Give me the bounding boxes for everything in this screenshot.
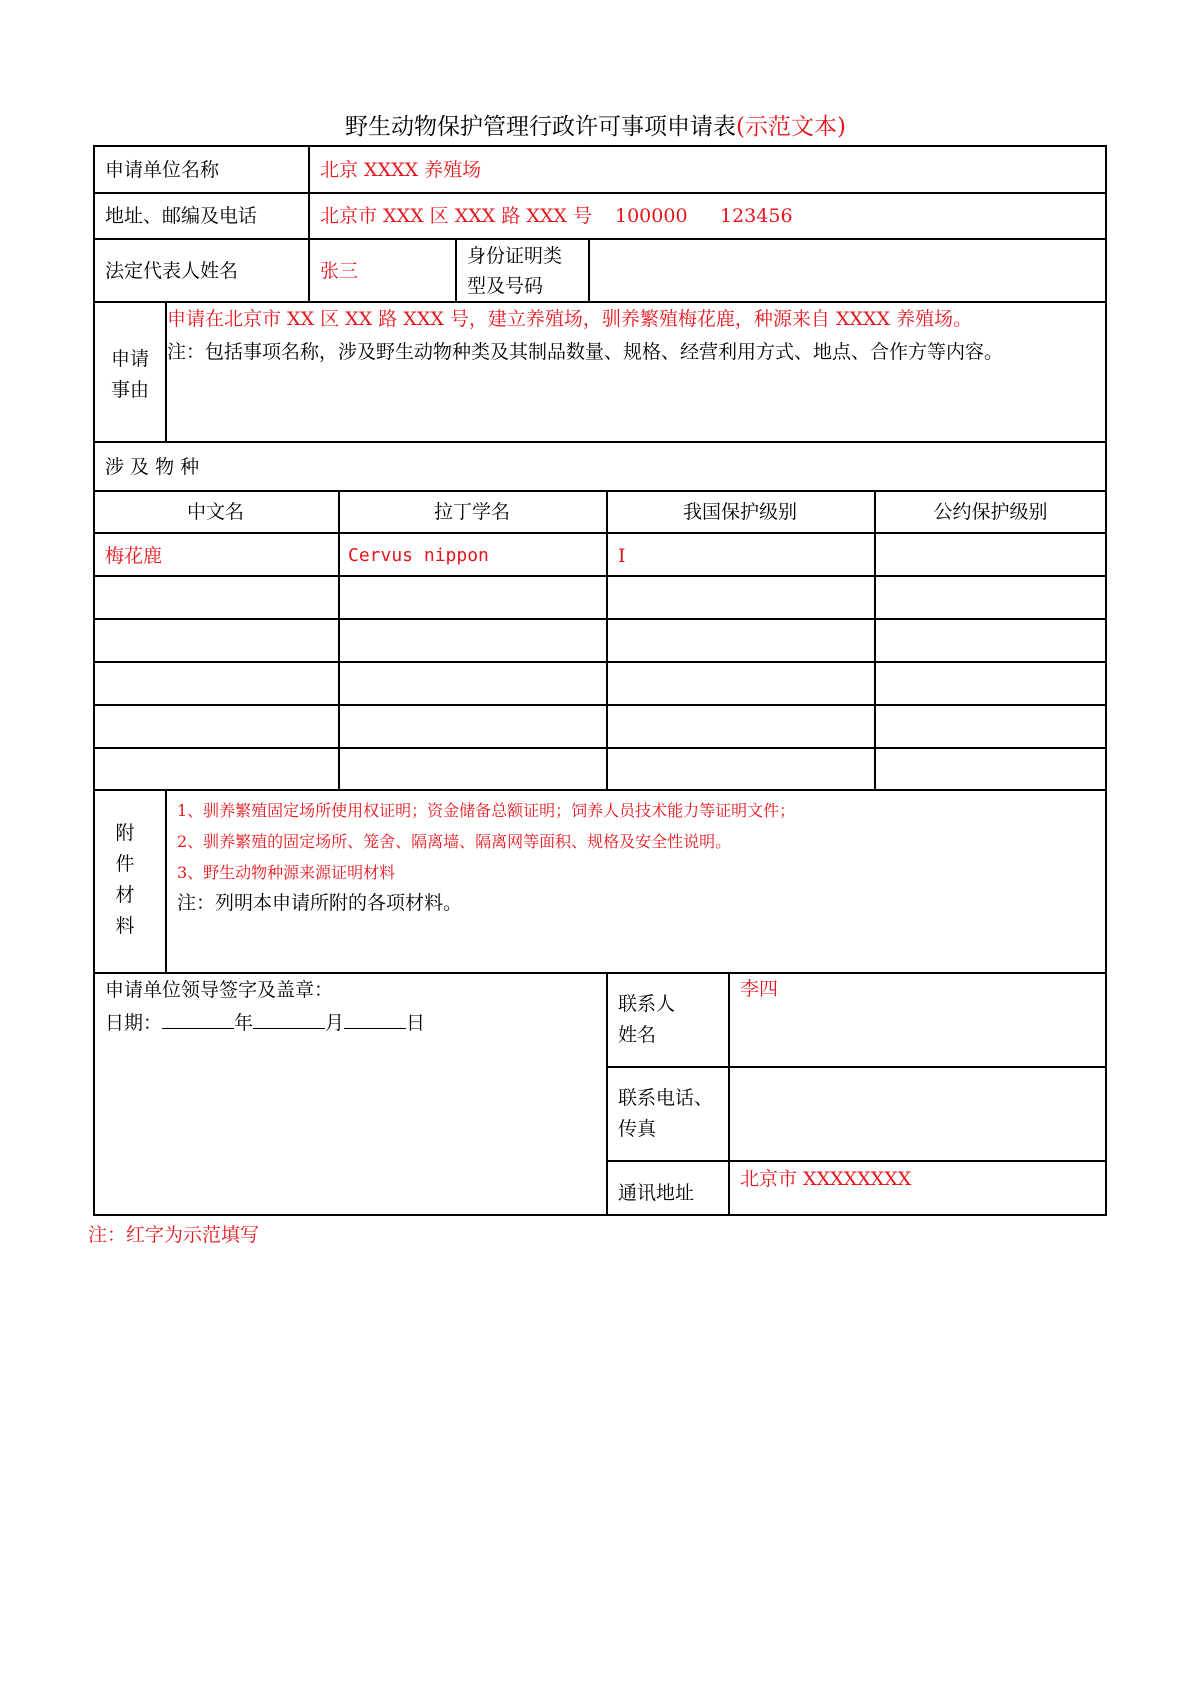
legal-rep-value: 张三 [320,260,359,282]
applicant-value: 北京 XXXX 养殖场 [320,159,482,181]
col-divider [874,490,876,789]
attachment-item-1: 1、驯养繁殖固定场所使用权证明；资金储备总额证明；饲养人员技术能力等证明文件； [177,801,796,820]
month-label: 月 [325,1012,345,1034]
row-divider [606,1160,1107,1162]
row-divider [93,618,1107,620]
attachments-label: 附件材料 [115,822,135,937]
contact-name-label-line1: 联系人 [618,993,676,1015]
contact-phone-label-line2: 传真 [618,1118,657,1140]
species-header-latin-name: 拉丁学名 [433,501,510,523]
species-cell-chinese-name[interactable]: 梅花鹿 [105,545,163,567]
day-label: 日 [406,1012,426,1034]
col-divider [455,238,457,301]
legal-rep-label: 法定代表人姓名 [105,260,239,282]
attachment-item-2: 2、驯养繁殖的固定场所、笼舍、隔离墙、隔离网等面积、规格及安全性说明。 [177,832,732,851]
col-divider [308,145,310,301]
footer-note: 注：红字为示范填写 [88,1224,260,1246]
year-field[interactable] [162,1008,234,1029]
contact-name-value[interactable]: 李四 [740,978,779,1000]
reason-sample: 申请在北京市 XX 区 XX 路 XXX 号，建立养殖场，驯养繁殖梅花鹿，种源来自 XXXX 养殖场。 [167,308,973,330]
phone-value: 123456 [720,205,793,227]
species-header-national-level: 我国保护级别 [682,501,797,523]
row-divider [93,532,1107,534]
year-label: 年 [234,1012,254,1034]
month-field[interactable] [253,1008,325,1029]
species-header-chinese-name: 中文名 [186,501,244,523]
row-divider [93,441,1107,443]
row-divider [93,972,1107,974]
row-divider [93,704,1107,706]
row-divider [93,301,1107,303]
col-divider [728,972,730,1216]
col-divider [338,490,340,789]
col-divider [606,972,608,1216]
row-divider [93,238,1107,240]
species-section-label: 涉 及 物 种 [105,456,200,478]
col-divider [588,238,590,301]
contact-address-value[interactable]: 北京市 XXXXXXXX [740,1168,912,1190]
page-title [0,112,1191,142]
applicant-label: 申请单位名称 [105,159,220,181]
title-main: 野生动物保护管理行政许可事项申请表 [345,114,737,140]
signature-date-line [105,1008,425,1036]
attachments-note: 注：列明本申请所附的各项材料。 [177,892,463,914]
species-cell-latin-name[interactable]: Cervus nippon [348,545,489,566]
row-divider [93,575,1107,577]
day-field[interactable] [344,1008,406,1029]
date-label: 日期： [105,1012,163,1034]
row-divider [606,1066,1107,1068]
row-divider [93,661,1107,663]
reason-label: 申请事由 [110,348,149,401]
postcode-value: 100000 [615,205,688,227]
row-divider [93,789,1107,791]
row-divider [93,192,1107,194]
address-value: 北京市 XXX 区 XXX 路 XXX 号 [320,205,592,227]
address-label: 地址、邮编及电话 [105,205,258,227]
title-suffix: (示范文本) [736,114,846,140]
contact-name-label-line2: 姓名 [618,1024,657,1046]
species-cell-national-level[interactable]: I [618,545,626,567]
id-type-label-line1: 身份证明类 [467,245,563,267]
id-type-label-line2: 型及号码 [467,275,544,297]
col-divider [165,789,167,972]
signature-label: 申请单位领导签字及盖章： [105,979,334,1001]
col-divider [606,490,608,789]
row-divider [93,490,1107,492]
reason-note: 注：包括事项名称，涉及野生动物种类及其制品数量、规格、经营利用方式、地点、合作方等内容。 [167,341,1004,363]
species-header-convention-level: 公约保护级别 [933,501,1048,523]
contact-phone-label-line1: 联系电话、 [618,1087,714,1109]
contact-address-label: 通讯地址 [618,1182,695,1204]
row-divider [93,747,1107,749]
attachment-item-3: 3、野生动物种源来源证明材料 [177,863,396,882]
